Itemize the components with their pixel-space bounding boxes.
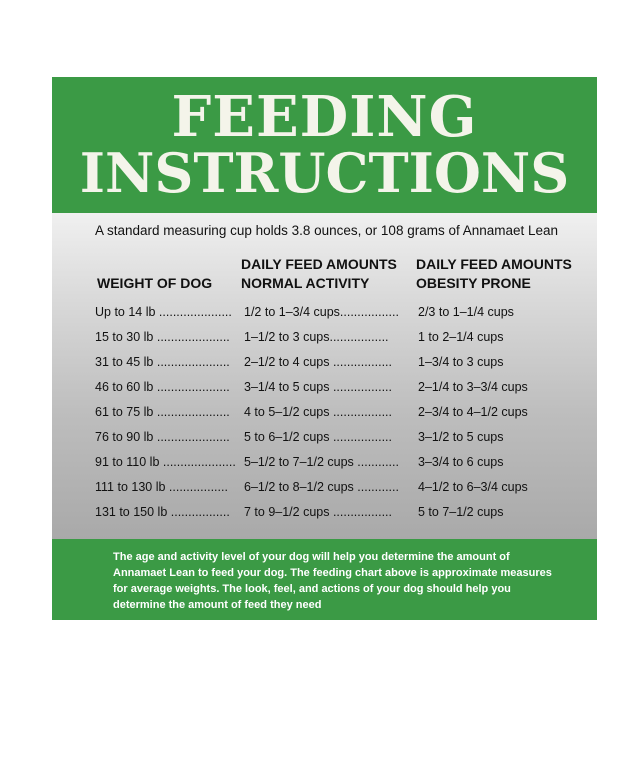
column-header-obesity-line1: DAILY FEED AMOUNTS — [416, 256, 572, 272]
table-row — [52, 455, 597, 475]
table-row — [52, 355, 597, 375]
table-row — [52, 305, 597, 325]
weight-cell: 46 to 60 lb ..................... — [95, 380, 230, 394]
normal-amount-cell: 2–1/2 to 4 cups ................. — [244, 355, 392, 369]
weight-cell: 15 to 30 lb ..................... — [95, 330, 230, 344]
feeding-instructions-card — [52, 77, 597, 620]
footer-line-4: determine the amount of feed they need — [113, 599, 322, 611]
weight-cell: Up to 14 lb ..................... — [95, 305, 232, 319]
table-row — [52, 505, 597, 525]
column-header-weight-label: WEIGHT OF DOG — [97, 275, 213, 291]
normal-amount-cell: 5–1/2 to 7–1/2 cups ............ — [244, 455, 399, 469]
footer-line-3: for average weights. The look, feel, and actions of your dog should help you — [113, 583, 511, 595]
weight-cell: 131 to 150 lb ................. — [95, 505, 230, 519]
obesity-amount-cell: 2/3 to 1–1/4 cups — [418, 305, 514, 319]
title-line-2: INSTRUCTIONS — [79, 141, 570, 205]
weight-cell: 91 to 110 lb ..................... — [95, 455, 236, 469]
obesity-amount-cell: 2–3/4 to 4–1/2 cups — [418, 405, 528, 419]
footer-note — [113, 549, 553, 613]
obesity-amount-cell: 4–1/2 to 6–3/4 cups — [418, 480, 528, 494]
title-line-1: FEEDING — [171, 84, 478, 150]
normal-amount-cell: 5 to 6–1/2 cups ................. — [244, 430, 392, 444]
feeding-table-section — [52, 213, 597, 539]
obesity-amount-cell: 3–3/4 to 6 cups — [418, 455, 504, 469]
table-row — [52, 380, 597, 400]
obesity-amount-cell: 5 to 7–1/2 cups — [418, 505, 504, 519]
weight-cell: 61 to 75 lb ..................... — [95, 405, 230, 419]
column-header-normal-line1: DAILY FEED AMOUNTS — [241, 256, 397, 272]
column-header-obesity-line2: OBESITY PRONE — [416, 275, 531, 291]
normal-amount-cell: 1–1/2 to 3 cups................. — [244, 330, 389, 344]
obesity-amount-cell: 2–1/4 to 3–3/4 cups — [418, 380, 528, 394]
obesity-amount-cell: 3–1/2 to 5 cups — [418, 430, 504, 444]
table-row — [52, 405, 597, 425]
table-row — [52, 330, 597, 350]
column-header-normal-activity — [241, 255, 397, 293]
table-row — [52, 430, 597, 450]
weight-cell: 76 to 90 lb ..................... — [95, 430, 230, 444]
normal-amount-cell: 6–1/2 to 8–1/2 cups ............ — [244, 480, 399, 494]
footer-line-1: The age and activity level of your dog will help you determine the amount of — [113, 551, 510, 563]
table-row — [52, 480, 597, 500]
title-banner — [52, 77, 597, 213]
normal-amount-cell: 1/2 to 1–3/4 cups................. — [244, 305, 399, 319]
measuring-cup-note: A standard measuring cup holds 3.8 ounces, or 108 grams of Annamaet Lean — [95, 223, 559, 238]
footer-line-2: Annamaet Lean to feed your dog. The feeding chart above is approximate measures — [113, 567, 552, 579]
obesity-amount-cell: 1–3/4 to 3 cups — [418, 355, 504, 369]
normal-amount-cell: 4 to 5–1/2 cups ................. — [244, 405, 392, 419]
normal-amount-cell: 3–1/4 to 5 cups ................. — [244, 380, 392, 394]
column-header-weight — [97, 274, 212, 293]
weight-cell: 111 to 130 lb ................. — [95, 480, 228, 494]
footer-banner — [52, 539, 597, 620]
weight-cell: 31 to 45 lb ..................... — [95, 355, 230, 369]
column-header-normal-line2: NORMAL ACTIVITY — [241, 275, 370, 291]
obesity-amount-cell: 1 to 2–1/4 cups — [418, 330, 504, 344]
column-header-obesity-prone — [416, 255, 572, 293]
normal-amount-cell: 7 to 9–1/2 cups ................. — [244, 505, 392, 519]
